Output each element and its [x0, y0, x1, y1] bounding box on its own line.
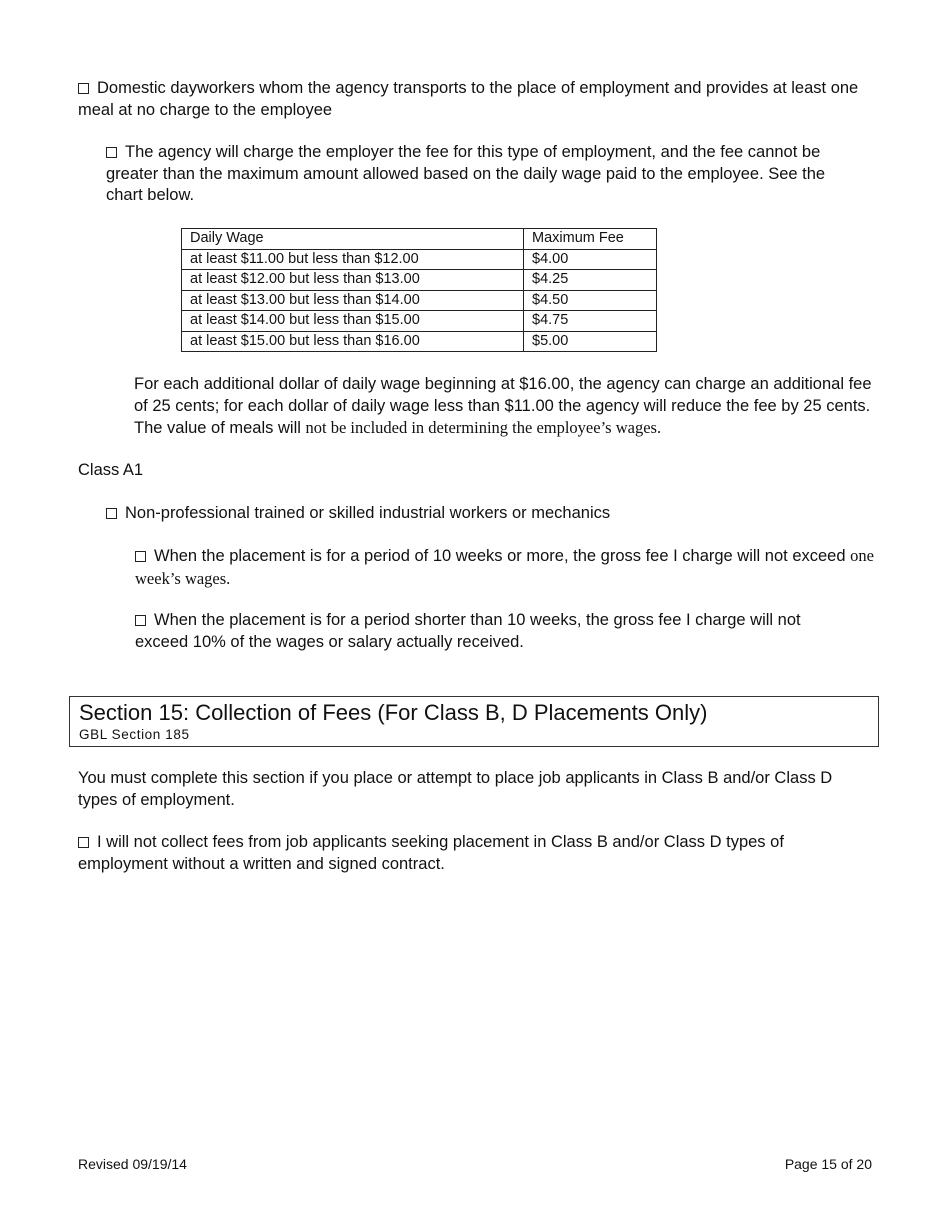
fee-table	[181, 228, 657, 352]
table-row	[182, 249, 657, 270]
additional-dollar-paragraph	[134, 374, 874, 440]
daily-wage-cell: at least $11.00 but less than $12.00	[182, 249, 524, 270]
daily-wage-cell: at least $14.00 but less than $15.00	[182, 311, 524, 332]
fee-table-header-row	[182, 229, 657, 250]
agency-charge-item	[106, 142, 866, 207]
no-collect-item	[78, 832, 848, 875]
table-row	[182, 331, 657, 352]
nonprofessional-item	[106, 503, 866, 525]
additional-dollar-text: For each additional dollar of daily wage beginning at $16.00, the agency can charge an additional fee of 25 cents; for each dollar of daily wage less than $11.00 the agency will reduce the fee by 25 cents. The value of meals will	[134, 375, 872, 437]
table-row	[182, 311, 657, 332]
no-collect-text: I will not collect fees from job applicants seeking placement in Class B and/or Class D types of employment without a written and signed contract.	[78, 833, 784, 873]
fee-table-header-daily-wage: Daily Wage	[182, 229, 524, 250]
table-row	[182, 290, 657, 311]
nonprofessional-text: Non-professional trained or skilled industrial workers or mechanics	[125, 504, 611, 522]
nonprofessional-checkbox[interactable]	[106, 508, 117, 519]
ten-weeks-more-checkbox[interactable]	[135, 551, 146, 562]
maximum-fee-cell: $4.50	[524, 290, 657, 311]
one-week-wages-text: one week’s wages.	[135, 546, 874, 588]
domestic-dayworkers-checkbox[interactable]	[78, 83, 89, 94]
section-15-header	[69, 696, 879, 747]
ten-weeks-less-item	[135, 610, 835, 653]
footer-revised: Revised 09/19/14	[78, 1156, 187, 1172]
must-complete-paragraph: You must complete this section if you place or attempt to place job applicants in Class B and/or Class D types of employment.	[78, 769, 833, 809]
domestic-dayworkers-text: Domestic dayworkers whom the agency transports to the place of employment and provides at least one meal at no charge to the employee	[78, 79, 859, 119]
ten-weeks-less-checkbox[interactable]	[135, 615, 146, 626]
ten-weeks-more-text: When the placement is for a period of 10 weeks or more, the gross fee I charge will not exceed	[154, 547, 851, 565]
daily-wage-cell: at least $12.00 but less than $13.00	[182, 270, 524, 291]
agency-charge-text: The agency will charge the employer the fee for this type of employment, and the fee cannot be greater than the maximum amount allowed based on the daily wage paid to the employee. See the chart below.	[106, 143, 826, 204]
no-collect-checkbox[interactable]	[78, 837, 89, 848]
maximum-fee-cell: $4.75	[524, 311, 657, 332]
maximum-fee-cell: $5.00	[524, 331, 657, 352]
fee-table-header-maximum-fee: Maximum Fee	[524, 229, 657, 250]
footer-page-number: Page 15 of 20	[784, 1156, 872, 1172]
daily-wage-cell: at least $15.00 but less than $16.00	[182, 331, 524, 352]
section-title: Section 15: Collection of Fees (For Class B, D Placements Only)	[79, 700, 708, 725]
class-a1-heading: Class A1	[78, 461, 144, 479]
daily-wage-cell: at least $13.00 but less than $14.00	[182, 290, 524, 311]
ten-weeks-less-text: When the placement is for a period shorter than 10 weeks, the gross fee I charge will not exceed 10% of the wages or salary actually received.	[135, 611, 801, 651]
meals-excluded-text: not be included in determining the employee’s wages.	[305, 418, 662, 437]
agency-charge-checkbox[interactable]	[106, 147, 117, 158]
section-subtitle: GBL Section 185	[79, 727, 190, 742]
table-row	[182, 270, 657, 291]
ten-weeks-more-item	[135, 545, 875, 590]
maximum-fee-cell: $4.00	[524, 249, 657, 270]
domestic-dayworkers-item	[78, 78, 868, 121]
maximum-fee-cell: $4.25	[524, 270, 657, 291]
